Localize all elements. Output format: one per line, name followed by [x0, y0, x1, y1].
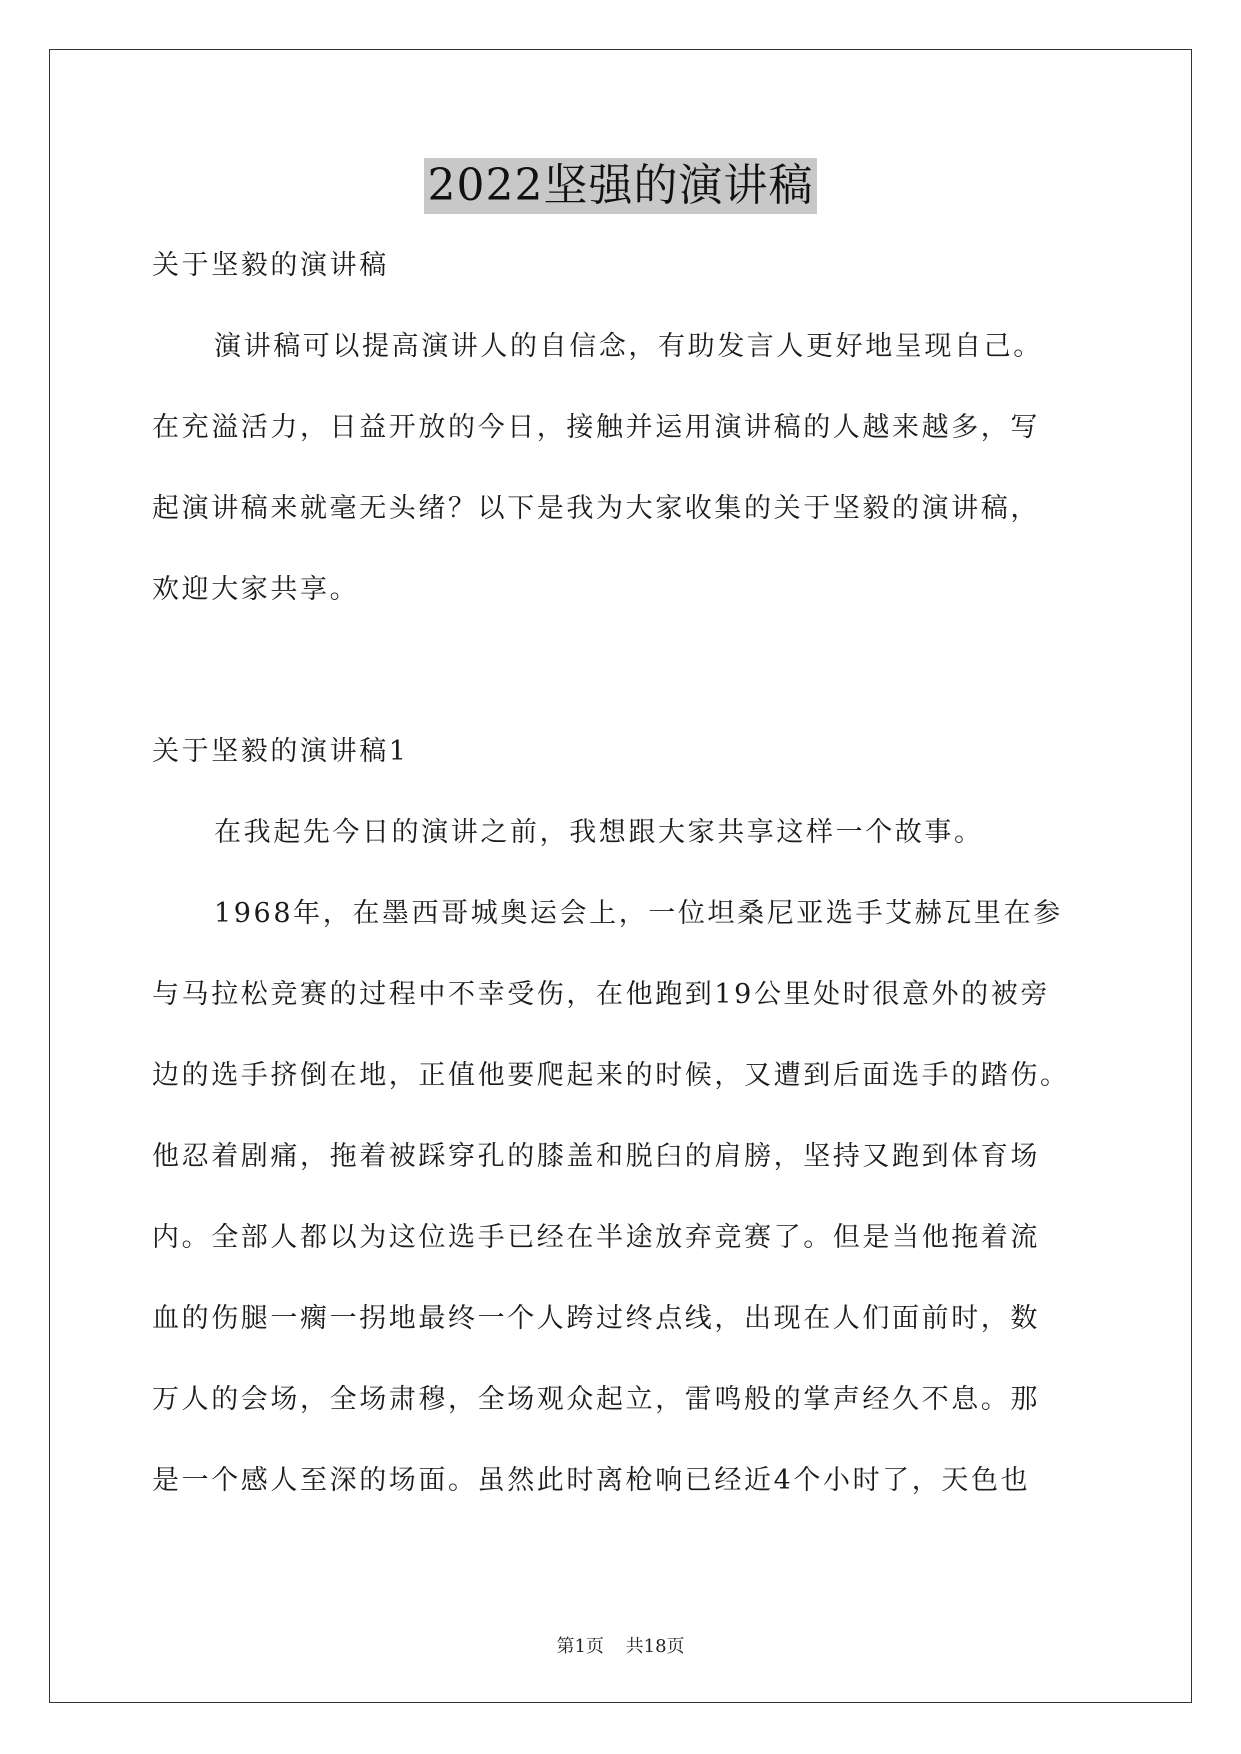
paragraph-line: 在我起先今日的演讲之前，我想跟大家共享这样一个故事。 — [214, 817, 984, 848]
paragraph-line: 欢迎大家共享。 — [152, 574, 360, 605]
page-total: 共18页 — [625, 1636, 685, 1657]
paragraph-line: 与马拉松竞赛的过程中不幸受伤，在他跑到19公里处时很意外的被旁 — [152, 979, 1050, 1010]
paragraph-line: 在充溢活力，日益开放的今日，接触并运用演讲稿的人越来越多，写 — [152, 412, 1040, 443]
page-number: 第1页 — [556, 1636, 604, 1657]
document-title: 2022坚强的演讲稿 — [424, 158, 818, 214]
blank-line — [152, 643, 1092, 724]
paragraph-line: 边的选手挤倒在地，正值他要爬起来的时候，又遭到后面选手的踏伤。 — [152, 1060, 1070, 1091]
section-heading: 关于坚毅的演讲稿1 — [152, 736, 409, 767]
paragraph-line: 血的伤腿一瘸一拐地最终一个人跨过终点线，出现在人们面前时，数 — [152, 1303, 1040, 1334]
paragraph-line: 是一个感人至深的场面。虽然此时离枪响已经近4个小时了，天色也 — [152, 1465, 1031, 1496]
paragraph-line: 他忍着剧痛，拖着被踩穿孔的膝盖和脱臼的肩膀，坚持又跑到体育场 — [152, 1141, 1040, 1172]
page-footer — [0, 1632, 1241, 1658]
paragraph-line: 万人的会场，全场肃穆，全场观众起立，雷鸣般的掌声经久不息。那 — [152, 1384, 1040, 1415]
paragraph-line: 演讲稿可以提高演讲人的自信念，有助发言人更好地呈现自己。 — [214, 331, 1043, 362]
document-body — [152, 238, 1092, 1534]
paragraph-line: 起演讲稿来就毫无头绪？以下是我为大家收集的关于坚毅的演讲稿， — [152, 493, 1040, 524]
paragraph-line: 1968年，在墨西哥城奥运会上，一位坦桑尼亚选手艾赫瓦里在参 — [214, 898, 1063, 929]
paragraph-line: 内。全部人都以为这位选手已经在半途放弃竞赛了。但是当他拖着流 — [152, 1222, 1040, 1253]
title-container — [0, 158, 1241, 214]
section-heading: 关于坚毅的演讲稿 — [152, 250, 389, 281]
